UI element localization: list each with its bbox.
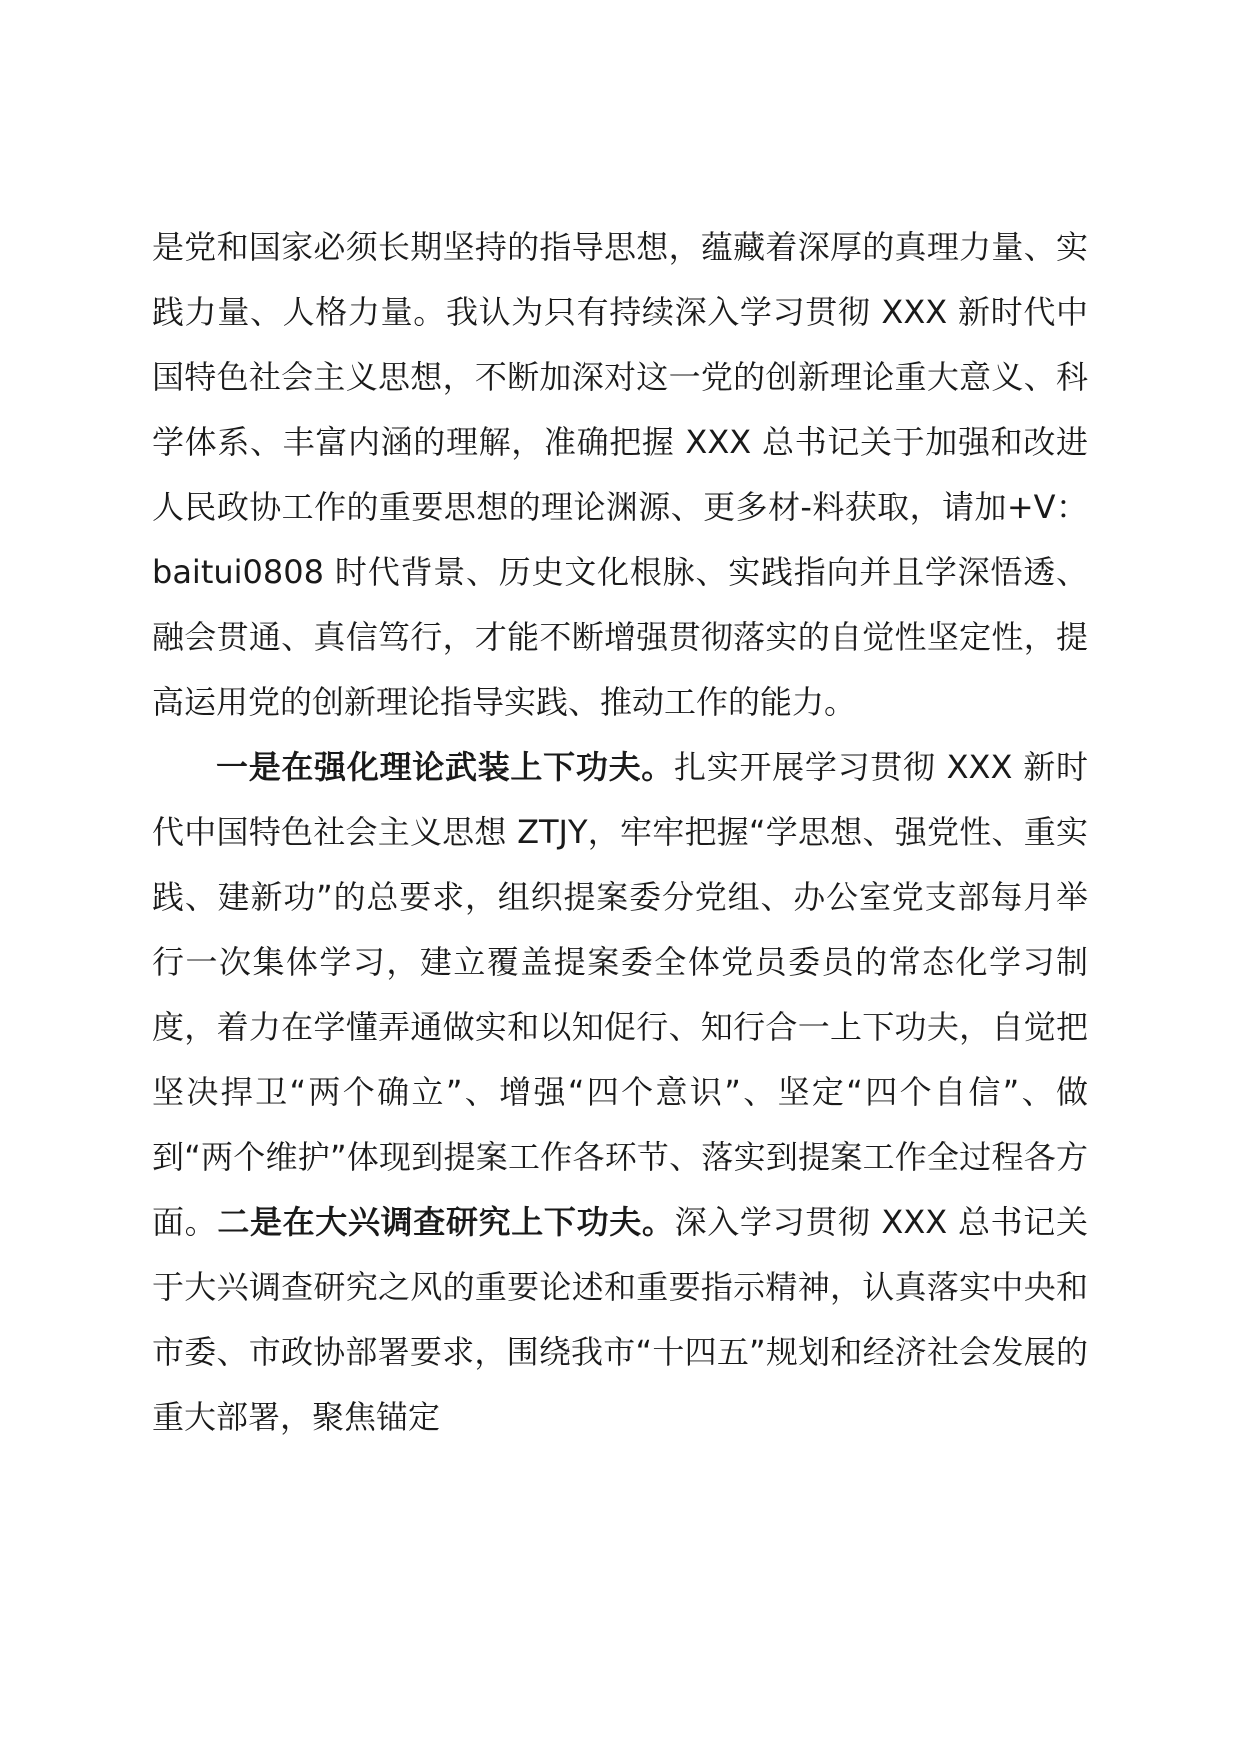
section-heading-2: 二是在大兴调查研究上下功夫。 [217,1203,675,1241]
paragraph-1 [152,215,1088,735]
paragraph-1-text: 是党和国家必须长期坚持的指导思想，蕴藏着深厚的真理力量、实践力量、人格力量。我认为只有持续深入学习贯彻 XXX 新时代中国特色社会主义思想，不断加深对这一党的创新理论重大意义、科学体系、丰富内涵的理解，准确把握 XXX 总书记关于加强和改进人民政协工作的重要思想的理论渊源、更多材-料获取，请加+V：baitui0808 时代背景、历史文化根脉、实践指向并且学深悟透、融会贯通、真信笃行，才能不断增强贯彻落实的自觉性坚定性，提高运用党的创新理论指导实践、推动工作的能力。 [152,228,1088,721]
section-heading-1: 一是在强化理论武装上下功夫。 [216,748,675,786]
paragraph-2 [152,735,1088,1450]
document-body [152,215,1088,1450]
paragraph-2-text-1: 扎实开展学习贯彻 XXX 新时代中国特色社会主义思想 ZTJY，牢牢把握“学思想、强党性、重实践、建新功”的总要求，组织提案委分党组、办公室党支部每月举行一次集体学习，建立覆盖提案委全体党员委员的常态化学习制度，着力在学懂弄通做实和以知促行、知行合一上下功夫，自觉把坚决捍卫“两个确立”、增强“四个意识”、坚定“四个自信”、做到“两个维护”体现到提案工作各环节、落实到提案工作全过程各方面。 [152,748,1088,1241]
paragraph-2-text-2: 深入学习贯彻 XXX 总书记关于大兴调查研究之风的重要论述和重要指示精神，认真落实中央和市委、市政协部署要求，围绕我市“十四五”规划和经济社会发展的重大部署，聚焦锚定 [152,1203,1088,1436]
